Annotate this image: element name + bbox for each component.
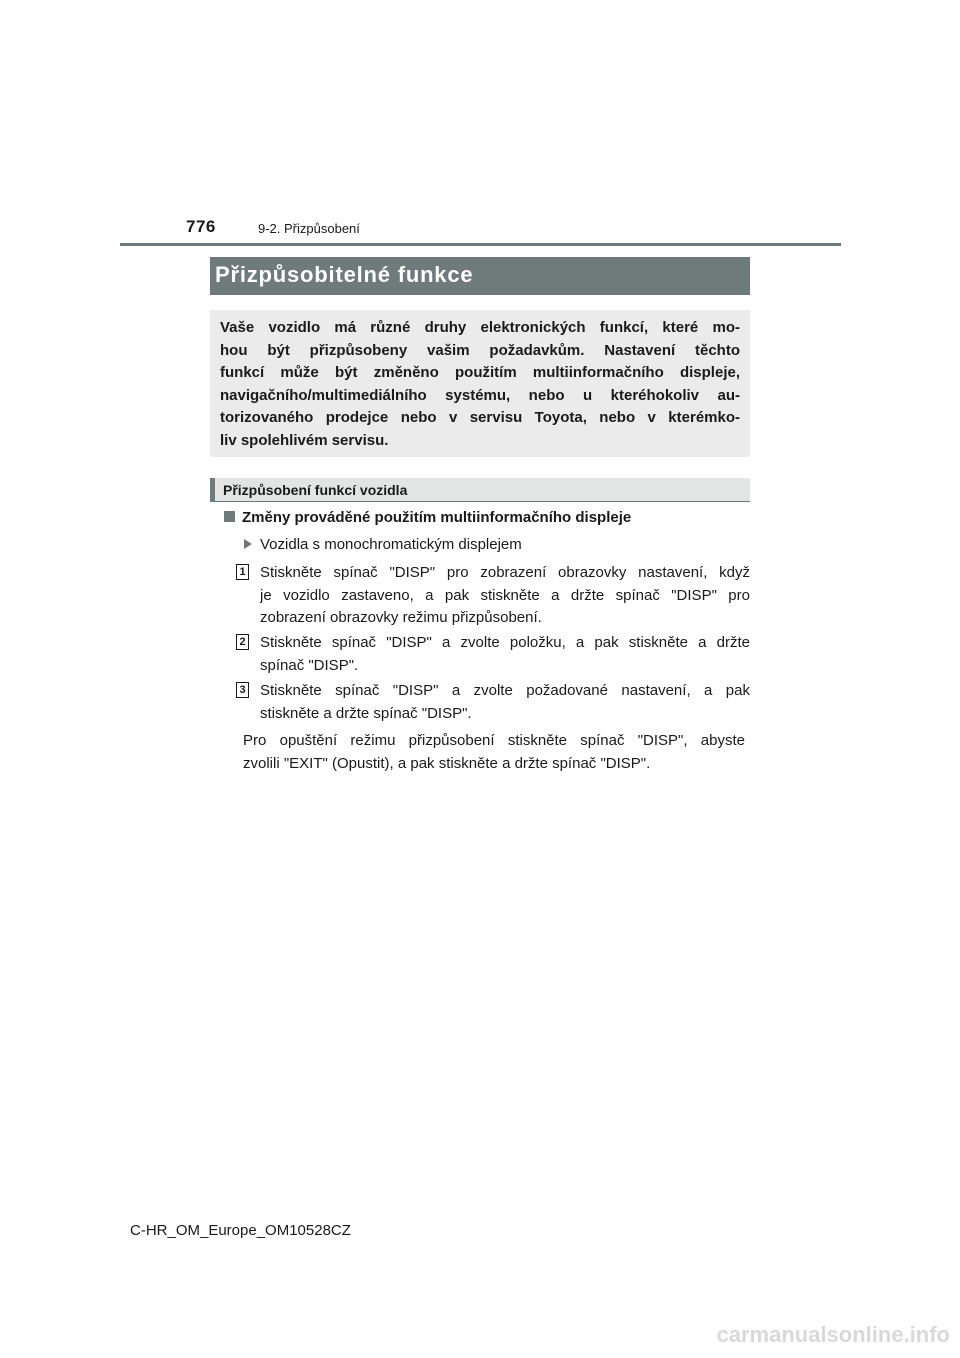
intro-line: liv spolehlivém servisu.: [220, 431, 389, 449]
subsection-heading: [244, 536, 522, 553]
step-line: zobrazení obrazovky režimu přizpůsobení.: [260, 609, 542, 626]
step-line: je vozidlo zastaveno, a pak stiskněte a držte spínač "DISP" pro: [260, 586, 750, 604]
exit-line: zvolili "EXIT" (Opustit), a pak stiskněte a držte spínač "DISP".: [243, 754, 651, 772]
intro-line: navigačního/multimediálního systému, nebo u kteréhokoliv au-: [220, 386, 740, 404]
intro-line: torizovaného prodejce nebo v servisu Toyota, nebo v kterémko-: [220, 409, 740, 426]
header-rule: [120, 243, 841, 246]
step-line: Stiskněte spínač "DISP" a zvolte položku, a pak stiskněte a držte: [260, 634, 750, 651]
subheader-accent: [210, 478, 215, 501]
step-3: [236, 680, 750, 725]
watermark: carmanualsonline.info: [716, 1322, 950, 1347]
exit-line: Pro opuštění režimu přizpůsobení stiskněte spínač "DISP", abyste: [243, 732, 745, 749]
exit-paragraph: [243, 730, 745, 775]
step-1: [236, 562, 750, 630]
running-head: 9-2. Přizpůsobení: [258, 221, 360, 236]
footer-code: C-HR_OM_Europe_OM10528CZ: [130, 1222, 351, 1239]
intro-line: hou být přizpůsobeny vašim požadavkům. Nastavení těchto: [220, 341, 740, 359]
section-heading: [224, 509, 631, 526]
page-title: Přizpůsobitelné funkce: [215, 262, 474, 287]
step-line: Stiskněte spínač "DISP" pro zobrazení obrazovky nastavení, když: [260, 564, 750, 581]
subheader-bar: [210, 478, 750, 502]
step-number-box: 1: [236, 564, 249, 580]
intro-box: [210, 310, 750, 457]
step-line: Stiskněte spínač "DISP" a zvolte požadované nastavení, a pak: [260, 682, 750, 699]
intro-line: funkcí může být změněno použitím multiinformačního displeje,: [220, 364, 740, 381]
step-line: stiskněte a držte spínač "DISP".: [260, 704, 472, 722]
square-bullet-icon: [224, 511, 235, 522]
page-number: 776: [186, 217, 216, 236]
triangle-bullet-icon: [244, 539, 252, 549]
title-bar: [210, 257, 750, 295]
subheader-text: Přizpůsobení funkcí vozidla: [223, 482, 408, 498]
step-2: [236, 632, 750, 677]
subsection-text: Vozidla s monochromatickým displejem: [260, 536, 522, 553]
intro-line: Vaše vozidlo má různé druhy elektronických funkcí, které mo-: [220, 319, 740, 336]
step-number-box: 2: [236, 634, 249, 650]
step-number-box: 3: [236, 682, 249, 698]
step-line: spínač "DISP".: [260, 656, 359, 674]
section-heading-text: Změny prováděné použitím multiinformačního displeje: [242, 509, 632, 526]
